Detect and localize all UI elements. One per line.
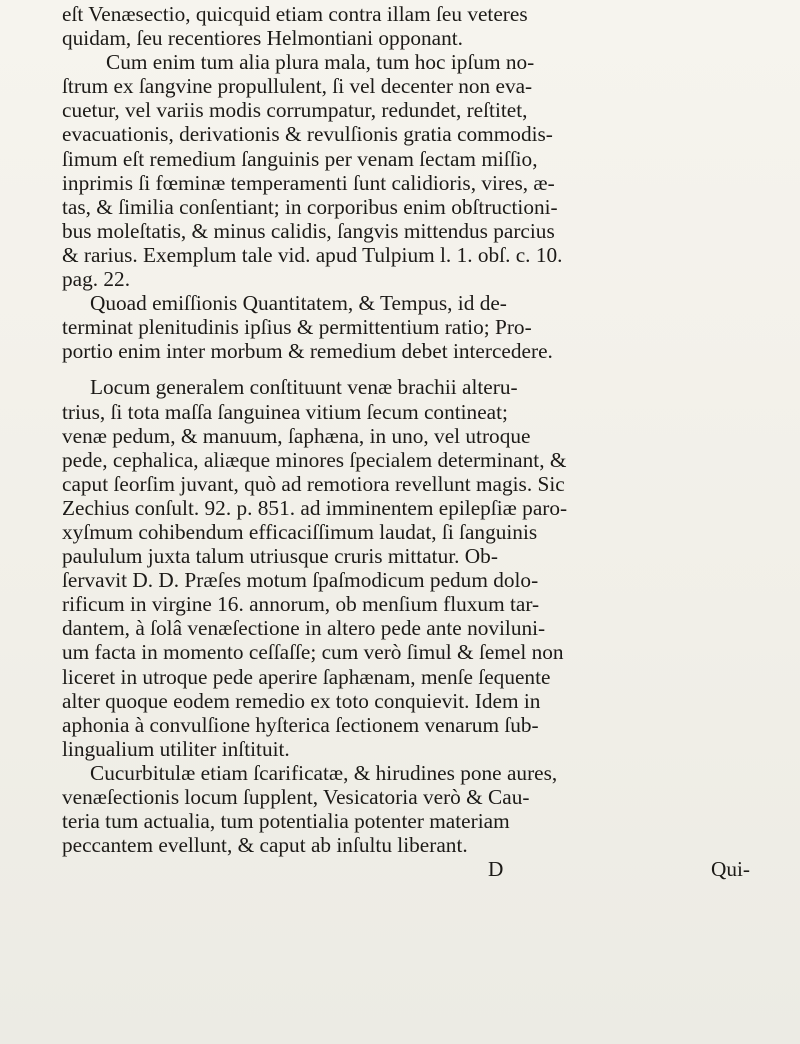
text-line: xyſmum cohibendum efficaciſſimum laudat, ſi ſanguinis xyxy=(62,519,538,544)
text-line: caput ſeorſim juvant, quò ad remotiora revellunt magis. Sic xyxy=(62,471,565,496)
text-line: paululum juxta talum utriusque cruris mittatur. Ob- xyxy=(62,544,498,569)
text-line: teria tum actualia, tum potentialia potenter materiam xyxy=(62,809,510,834)
text-line: liceret in utroque pede aperire ſaphænam, menſe ſequente xyxy=(62,664,551,689)
text-line: lingualium utiliter inſtituit. xyxy=(62,736,290,761)
text-line: terminat plenitudinis ipſius & permittentium ratio; Pro- xyxy=(62,315,532,340)
text-line: aphonia à convulſione hyſterica ſectionem venarum ſub- xyxy=(62,712,539,737)
text-line: Cucurbitulæ etiam ſcarificatæ, & hirudines pone aures, xyxy=(90,760,558,785)
page-text xyxy=(62,2,762,881)
text-line: eſt Venæsectio, quicquid etiam contra illam ſeu veteres xyxy=(62,2,528,26)
text-line: Quoad emiſſionis Quantitatem, & Tempus, id de- xyxy=(90,291,507,316)
text-line: portio enim inter morbum & remedium debet intercedere. xyxy=(62,339,553,364)
text-line: Locum generalem conſtituunt venæ brachii alteru- xyxy=(90,375,518,400)
catchword: Qui- xyxy=(710,857,750,882)
text-line: ſtrum ex ſangvine propullulent, ſi vel decenter non eva- xyxy=(62,74,533,99)
text-line: venæſectionis locum ſupplent, Vesicatoria verò & Cau- xyxy=(62,785,530,809)
page-footer xyxy=(62,857,762,881)
text-line: trius, ſi tota maſſa ſanguinea vitium ſecum contineat; xyxy=(62,399,508,424)
text-line: rificum in virgine 16. annorum, ob menſium fluxum tar- xyxy=(62,592,540,617)
text-line: Cum enim tum alia plura mala, tum hoc ipſum no- xyxy=(106,50,535,75)
text-line: pede, cephalica, aliæque minores ſpecialem determinant, & xyxy=(62,447,567,472)
text-line: evacuationis, derivationis & revulſionis gratia commodis- xyxy=(62,122,553,147)
text-line: dantem, à ſolâ venæſectione in altero pede ante noviluni- xyxy=(62,616,546,641)
text-line: venæ pedum, & manuum, ſaphæna, in uno, vel utroque xyxy=(62,423,531,448)
text-line: bus moleſtatis, & minus calidis, ſangvis mittendus parcius xyxy=(62,218,555,243)
text-line: ſimum eſt remedium ſanguinis per venam ſectam miſſio, xyxy=(62,146,538,171)
text-line: quidam, ſeu recentiores Helmontiani opponant. xyxy=(62,26,463,51)
text-line: um facta in momento ceſſaſſe; cum verò ſimul & ſemel non xyxy=(62,640,564,665)
text-line: alter quoque eodem remedio ex toto conquievit. Idem in xyxy=(62,688,541,713)
text-line: Zechius conſult. 92. p. 851. ad imminentem epilepſiæ paro- xyxy=(62,495,568,520)
text-line: inprimis ſi fœminæ temperamenti ſunt calidioris, vires, æ- xyxy=(62,170,555,195)
text-line: peccantem evellunt, & caput ab inſultu liberant. xyxy=(62,833,468,858)
text-line: & rarius. Exemplum tale vid. apud Tulpium l. 1. obſ. c. 10. xyxy=(62,242,563,267)
text-line: pag. 22. xyxy=(62,267,131,292)
text-line: ſervavit D. D. Præſes motum ſpaſmodicum pedum dolo- xyxy=(62,568,539,593)
text-line: tas, & ſimilia conſentiant; in corporibus enim obſtructioni- xyxy=(62,194,558,219)
signature-mark: D xyxy=(488,857,504,882)
text-line: cuetur, vel variis modis corrumpatur, redundet, reſtitet, xyxy=(62,98,528,123)
